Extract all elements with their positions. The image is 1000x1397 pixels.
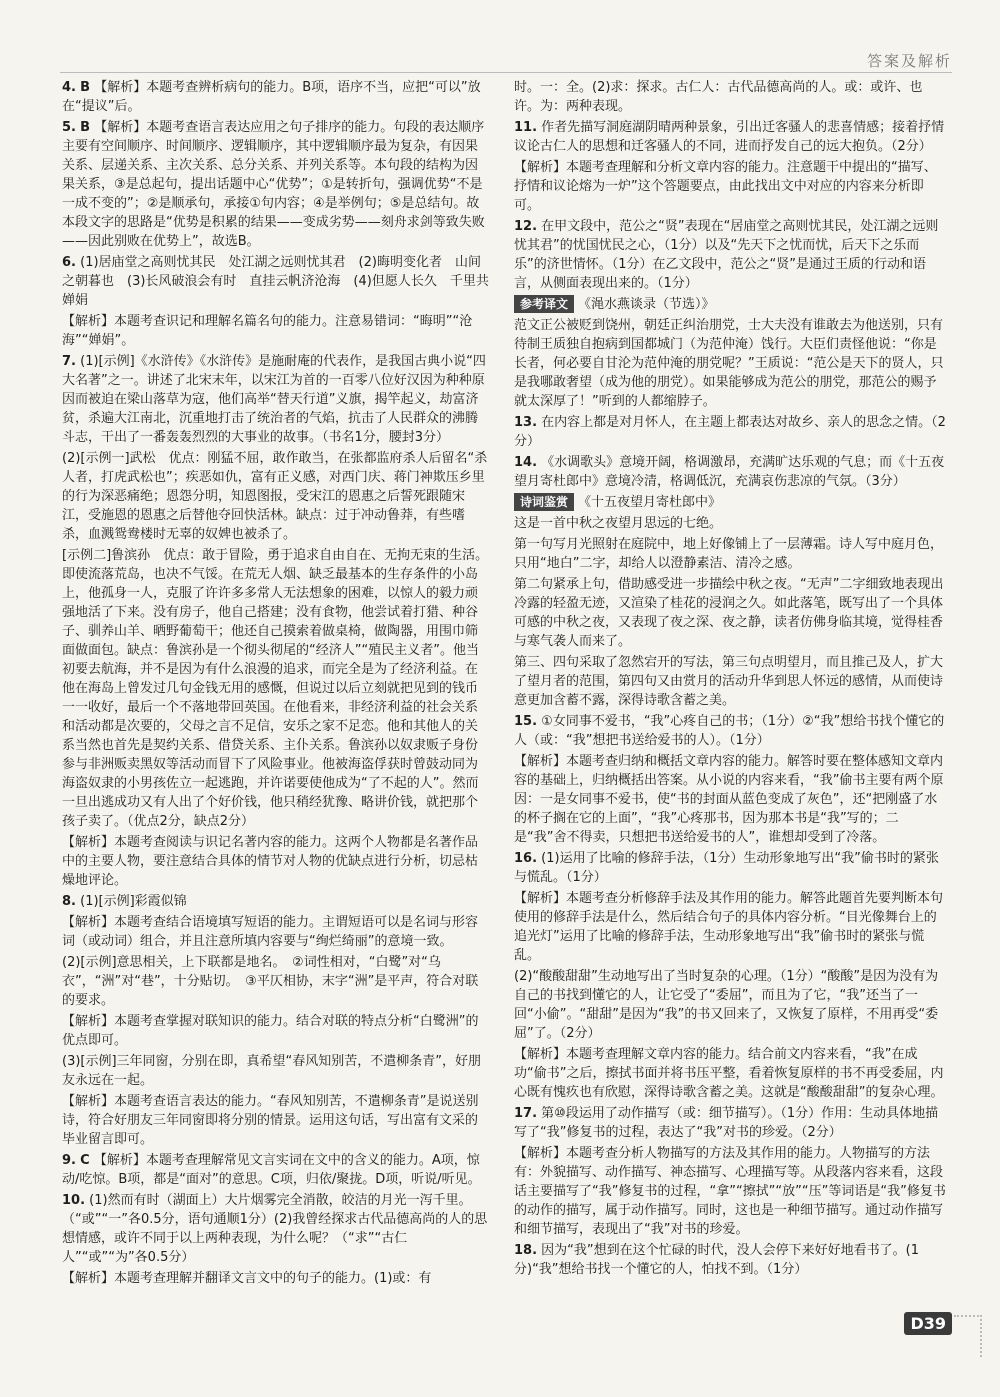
question-number: 7. — [62, 354, 76, 369]
answer-text: 【解析】本题考查理解常见文言实词在文中的含义的能力。A项，惊动/吃惊。B项，都是“面对”的意思。C项，归依/聚拢。D项，听说/听见。 — [62, 1153, 481, 1187]
header-title: 答案及解析 — [866, 52, 952, 70]
answer-text: 【解析】本题考查掌握对联知识的能力。结合对联的特点分析“白鹭洲”的优点即可。 — [62, 1014, 479, 1048]
answer-text: 第三、四句采取了忽然宕开的写法，第三句点明望月，而且推己及人，扩大了望月者的范围，第四句又由赏月的活动升华到思人怀远的感情，从而使诗意更加含蓄不露，深得诗歌含蓄之美。 — [514, 655, 944, 708]
answer-item — [62, 118, 490, 251]
answer-text: 【解析】本题考查归纳和概括文章内容的能力。解答时要在整体感知文章内容的基础上，归纳概括出答案。从小说的内容来看，“我”偷书主要有两个原因：一是女同事不爱书，使“书的封面从蓝色变成了灰色”，还“把刚盛了水的杯子搁在它的上面”，“我”心疼那书，因为那本书是“我”写的；二是“我”舍不得卖，只想把书送给爱书的人”，谁想却受到了冷落。 — [514, 754, 944, 845]
answer-text: (3)[示例]三年同窗，分别在即，真希望“春风知别苦，不遣柳条青”，好朋友永远在一起。 — [62, 1054, 482, 1088]
answer-text: 《水调歌头》意境开阔，格调激昂，充满旷达乐观的气息；而《十五夜望月寄杜郎中》意境冷清，格调低沉，充满哀伤悲凉的气氛。（3分） — [514, 455, 945, 489]
answer-text: 【解析】本题考查理解文章内容的能力。结合前文内容来看，“我”在成功“偷书”之后，擦拭书面并将书压平整，看着恢复原样的书不再受委屈，内心既有愧疚也有欣慰，深得诗歌含蓄之美。这就是“酸酸甜甜”的复杂心理。 — [514, 1047, 944, 1100]
answer-text: 范文正公被贬到饶州，朝廷正纠治朋党，士大夫没有谁敢去为他送别，只有待制王质独自抱病到国都城门（为范仲淹）饯行。大臣们责怪他说：“你是长者，何必要自甘沦为范仲淹的朋党呢？”王质说：“范公是天下的贤人，只是我哪敢奢望（成为他的朋党）。如果能够成为范公的朋党，那范公的赐予就太深厚了！”听到的人都缩脖子。 — [514, 318, 944, 409]
answer-item — [62, 1052, 490, 1090]
right-column — [514, 78, 946, 1281]
section-tag: 诗词鉴赏 — [514, 493, 574, 511]
answer-item — [514, 752, 946, 847]
question-number: 8. — [62, 894, 76, 909]
answer-text: 因为“我”想到在这个忙碌的时代，没人会停下来好好地看书了。(1分)“我”想给书找一个懂它的人，怕找不到。（1分） — [514, 1243, 919, 1277]
answer-item — [514, 78, 946, 116]
answer-item — [514, 1045, 946, 1102]
question-number: 10. — [62, 1193, 86, 1208]
answer-text: 在内容上都是对月怀人，在主题上都表达对故乡、亲人的思念之情。（2分） — [514, 415, 946, 449]
answer-item — [62, 1151, 490, 1189]
answer-item — [62, 352, 490, 447]
answer-choice: B — [80, 120, 91, 135]
answer-item — [514, 158, 946, 215]
answer-item — [62, 1012, 490, 1050]
answer-item — [514, 712, 946, 750]
answer-item — [514, 1104, 946, 1142]
answer-text: 这是一首中秋之夜望月思远的七绝。 — [514, 516, 723, 531]
question-number: 11. — [514, 120, 538, 135]
answer-text: (2)“酸酸甜甜”生动地写出了当时复杂的心理。（1分）“酸酸”是因为没有为自己的书找到懂它的人，让它受了“委屈”，而且为了它，“我”还当了一回“小偷”。“甜甜”是因为“我”的书又回来了，又恢复了原样，不用再受“委屈”了。（2分） — [514, 969, 939, 1041]
answer-text: (1)居庙堂之高则忧其民 处江湖之远则忧其君 (2)晦明变化者 山间之朝暮也 (3)长风破浪会有时 直挂云帆济沧海 (4)但愿人长久 千里共婵娟 — [62, 255, 489, 308]
answer-text: 作者先描写洞庭湖阴晴两种景象，引出迁客骚人的悲喜情感；接着抒情议论古仁人的思想和迁客骚人的不同，进而抒发自己的远大抱负。（2分） — [514, 120, 945, 154]
answer-text: (2)[示例]意思相关，上下联都是地名。 ②词性相对，“白鹭”对“乌衣”，“洲”对“巷”，十分贴切。 ③平仄相协，末字“洲”是平声，符合对联的要求。 — [62, 955, 479, 1008]
answer-item — [514, 118, 946, 156]
answer-item — [514, 535, 946, 573]
page-header — [60, 48, 952, 72]
question-number: 9. — [62, 1153, 76, 1168]
answer-item — [514, 217, 946, 293]
answer-text: 【解析】本题考查分析修辞手法及其作用的能力。解答此题首先要判断本句使用的修辞手法是什么，然后结合句子的具体内容分析。“目光像舞台上的追光灯”运用了比喻的修辞手法，生动形象地写出“我”偷书时的紧张与慌乱。 — [514, 891, 944, 963]
answer-text: ①女同事不爱书，“我”心疼自己的书；（1分）②“我”想给书找个懂它的人（或：“我”想把书送给爱书的人）。（1分） — [514, 714, 945, 748]
question-number: 6. — [62, 255, 76, 270]
question-number: 13. — [514, 415, 538, 430]
answer-item — [62, 449, 490, 544]
answer-text: 第⑩段运用了动作描写（或：细节描写）。（1分）作用：生动具体地描写了“我”修复书的过程，表达了“我”对书的珍爱。（2分） — [514, 1106, 939, 1140]
question-number: 17. — [514, 1106, 538, 1121]
answer-item — [62, 253, 490, 310]
answer-text: 第二句紧承上句，借助感受进一步描绘中秋之夜。“无声”二字细致地表现出冷露的轻盈无迹，又渲染了桂花的浸润之久。如此落笔，既写出了一个具体可感的中秋之夜，又表现了夜之深、夜之静，读者仿佛身临其境，觉得桂香与寒气袭人而来了。 — [514, 577, 944, 649]
answer-text: 【解析】本题考查语言表达应用之句子排序的能力。句段的表达顺序主要有空间顺序、时间顺序、逻辑顺序，其中逻辑顺序最为复杂，有因果关系、层递关系、主次关系、总分关系、并列关系等。本句段的结构为因果关系，③是总起句，提出话题中心“优势”；①是转折句，强调优势“不是一成不变的”；②是顺承句，承接①句内容；④是举例句；⑤是总结句。故本段文字的思路是“优势是积累的结果——变成劣势——刻舟求剑等致失败——因此别败在优势上”，故选B。 — [62, 120, 485, 249]
answer-choice: C — [80, 1153, 90, 1168]
answer-item — [514, 493, 946, 512]
answer-item — [514, 295, 946, 314]
answer-text: (1)[示例]彩霞似锦 — [80, 894, 187, 909]
answer-text: 【解析】本题考查识记和理解名篇名句的能力。注意易错词：“晦明”“沧海”“婵娟”。 — [62, 314, 473, 348]
answer-item — [62, 78, 490, 116]
answer-item — [62, 913, 490, 951]
answer-text: 第一句写月光照射在庭院中，地上好像铺上了一层薄霜。诗人写中庭月色，只用“地白”二字，却给人以澄静素洁、清冷之感。 — [514, 537, 944, 571]
answer-item — [514, 514, 946, 533]
question-number: 5. — [62, 120, 76, 135]
answer-item — [514, 889, 946, 965]
section-tag: 参考译文 — [514, 295, 574, 313]
answer-item — [514, 1241, 946, 1279]
answer-text: (2)[示例一]武松 优点：刚猛不屈，敢作敢当，在张都监府杀人后留名“杀人者，打虎武松也”；疾恶如仇，富有正义感，对西门庆、蒋门神欺压乡里的行为深恶痛绝；恩怨分明，知恩图报，受宋江的恩惠之后誓死跟随宋江，受施恩的恩惠之后替他夺回快活林。缺点：过于冲动鲁莽，有些嗜杀，血溅鸳鸯楼时无辜的奴婢也被杀了。 — [62, 451, 488, 542]
answer-item — [62, 953, 490, 1010]
corner-dots — [954, 1315, 982, 1357]
page-number: D39 — [904, 1312, 952, 1335]
answer-item — [514, 1144, 946, 1239]
answer-item — [514, 653, 946, 710]
question-number: 16. — [514, 851, 538, 866]
question-number: 14. — [514, 455, 538, 470]
answer-text: 【解析】本题考查辨析病句的能力。B项，语序不当，应把“可以”放在“提议”后。 — [62, 80, 481, 114]
answer-text: 在甲文段中，范公之“贤”表现在“居庙堂之高则忧其民，处江湖之远则忧其君”的忧国忧民之心，（1分）以及“先天下之忧而忧，后天下之乐而乐”的济世情怀。（1分）在乙文段中，范公之“贤”是通过王质的行动和语言，从侧面表现出来的。（1分） — [514, 219, 939, 291]
answer-item — [62, 1191, 490, 1267]
answer-item — [514, 967, 946, 1043]
answer-item — [514, 849, 946, 887]
answer-item — [62, 833, 490, 890]
question-number: 12. — [514, 219, 538, 234]
answer-item — [62, 1269, 490, 1288]
answer-text: 《渑水燕谈录（节选）》 — [578, 297, 715, 312]
answer-text: 【解析】本题考查分析人物描写的方法及其作用的能力。人物描写的方法有：外貌描写、动作描写、神态描写、心理描写等。从段落内容来看，这段话主要描写了“我”修复书的过程，“拿”“擦拭”“放”“压”等词语是“我”修复书的动作的描写，属于动作描写。同时，这也是一种细节描写。通过动作描写和细节描写，表现出了“我”对书的珍爱。 — [514, 1146, 946, 1237]
answer-item — [514, 453, 946, 491]
answer-item — [514, 575, 946, 651]
answer-text: (1)然而有时（湖面上）大片烟雾完全消散，皎洁的月光一泻千里。（“或”“一”各0.5分，语句通顺1分）(2)我曾经探求古代品德高尚的人的思想情感，或许不同于以上两种表现，为什么呢？（“求”“古仁人”“或”“为”各0.5分） — [62, 1193, 488, 1265]
answer-item — [62, 546, 490, 831]
header-rule — [60, 72, 952, 73]
answer-choice: B — [80, 80, 91, 95]
answer-text: 【解析】本题考查理解和分析文章内容的能力。注意题干中提出的“描写、抒情和议论熔为一炉”这个答题要点，由此找出文中对应的内容来分析即可。 — [514, 160, 937, 213]
answer-text: [示例二]鲁滨孙 优点：敢于冒险，勇于追求自由自在、无拘无束的生活。即使流落荒岛，也决不气馁。在荒无人烟、缺乏最基本的生存条件的小岛上，他孤身一人，克服了许许多多常人无法想象的困难，以惊人的毅力顽强地活了下来。没有房子，他自己搭建；没有食物，他尝试着打猎、种谷子、驯养山羊、晒野葡萄干；他还自己摸索着做桌椅，做陶器，用围巾筛面做面包。缺点：鲁滨孙是一个彻头彻尾的“经济人”“殖民主义者”。他当初要去航海，并不是因为有什么浪漫的追求，而完全是为了经济利益。在他在海岛上曾发过几句金钱无用的感慨，但说过以后立刻就把见到的钱币一一收好，最后一个不落地带回英国。在他看来，非经济利益的社会关系和活动都是次要的，父母之言不足信，安乐之家不足恋。他和其他人的关系当然也首先是契约关系、借贷关系、主仆关系。鲁滨孙以奴隶贩子身份参与非洲贩卖黑奴等活动而冒下了风险事业。他被海盗俘获时曾鼓动同为海盗奴隶的小男孩佐立一起逃跑，并许诺要使他成为“了不起的人”。然而一旦出逃成功又有人出了个好价钱，他只稍经犹豫、略讲价钱，就把那个孩子卖了。（优点2分，缺点2分） — [62, 548, 489, 829]
question-number: 4. — [62, 80, 76, 95]
answer-item — [62, 892, 490, 911]
answer-text: 【解析】本题考查阅读与识记名著内容的能力。这两个人物都是名著作品中的主要人物，要注意结合具体的情节对人物的优缺点进行分析，切忌枯燥地评论。 — [62, 835, 479, 888]
question-number: 18. — [514, 1243, 538, 1258]
answer-text: (1)[示例]《水浒传》《水浒传》是施耐庵的代表作，是我国古典小说“四大名著”之一。讲述了北宋末年，以宋江为首的一百零八位好汉因为种种原因而被迫在梁山落草为寇，他们高举“替天行道”义旗，揭竿起义，劫富济贫，杀遍大江南北，沉重地打击了统治者的气焰，抗击了人民群众的沸腾斗志，干出了一番轰轰烈烈的大事业的故事。（书名1分，腰封3分） — [62, 354, 486, 445]
answer-text: (1)运用了比喻的修辞手法，（1分）生动形象地写出“我”偷书时的紧张与慌乱。（1分） — [514, 851, 939, 885]
left-column — [62, 78, 490, 1290]
answer-item — [514, 413, 946, 451]
answer-text: 时。一：全。(2)求：探求。古仁人：古代品德高尚的人。或：或许、也许。为：两种表现。 — [514, 80, 923, 114]
answer-item — [514, 316, 946, 411]
answer-text: 【解析】本题考查理解并翻译文言文中的句子的能力。(1)或：有 — [62, 1271, 432, 1286]
answer-text: 【解析】本题考查结合语境填写短语的能力。主谓短语可以是名词与形容词（或动词）组合，并且注意所填内容要与“绚烂绮丽”的意境一致。 — [62, 915, 479, 949]
answer-text: 《十五夜望月寄杜郎中》 — [578, 495, 722, 510]
answer-text: 【解析】本题考查语言表达的能力。“春风知别苦，不遣柳条青”是说送别诗，符合好朋友三年同窗即将分别的情景。运用这句话，写出富有文采的毕业留言即可。 — [62, 1094, 479, 1147]
answer-item — [62, 1092, 490, 1149]
question-number: 15. — [514, 714, 538, 729]
answer-item — [62, 312, 490, 350]
